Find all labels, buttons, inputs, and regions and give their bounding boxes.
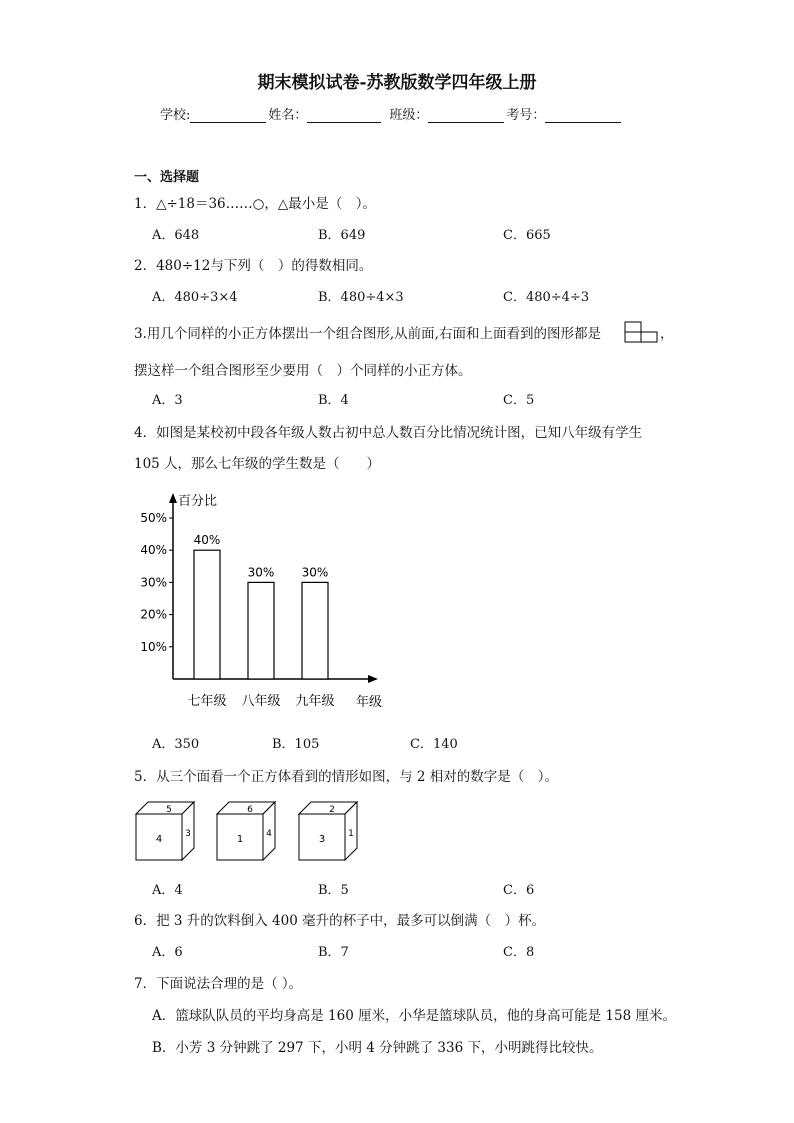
chart-y-tick-label: 10% xyxy=(140,639,167,654)
chart-bar-value-label: 30% xyxy=(301,565,329,580)
cube-1-right-number: 3 xyxy=(185,829,191,839)
question-6-option-a[interactable]: A．6 xyxy=(152,945,183,960)
chart-bar-3 xyxy=(302,582,328,679)
chart-category-label: 七年级 xyxy=(187,694,227,709)
cube-2-front-number: 1 xyxy=(236,834,244,845)
grade-percentage-bar-chart xyxy=(130,484,400,724)
question-1-option-b[interactable]: B．649 xyxy=(318,228,366,243)
cube-1-top-number: 5 xyxy=(166,805,172,815)
question-3-option-a[interactable]: A．3 xyxy=(152,393,183,408)
question-6-option-c[interactable]: C．8 xyxy=(503,945,535,960)
chart-x-axis-title: 年级 xyxy=(356,695,383,710)
chart-bar-2 xyxy=(248,582,274,679)
number-blank[interactable] xyxy=(545,108,621,123)
question-3-stem-comma: ， xyxy=(660,326,674,342)
cube-3 xyxy=(299,802,357,860)
question-4-stem-line2: 105 人，那么七年级的学生数是（ ） xyxy=(134,456,381,472)
chart-bar-value-label: 30% xyxy=(247,565,275,580)
chart-category-label: 九年级 xyxy=(295,694,335,709)
class-label: 班级： xyxy=(389,108,429,123)
school-blank[interactable] xyxy=(190,108,266,123)
chart-y-tick-label: 20% xyxy=(140,607,167,622)
chart-y-tick-label: 50% xyxy=(140,511,167,525)
question-4-stem-line1: 4．如图是某校初中段各年级人数占初中总人数百分比情况统计图，已知八年级有学生 xyxy=(134,425,643,441)
chart-y-tick-label: 30% xyxy=(140,575,167,590)
question-4-option-c[interactable]: C．140 xyxy=(410,737,458,752)
chart-y-tick-label: 40% xyxy=(140,543,167,558)
question-1-stem: 1．△÷18＝36……○，△最小是（ ）。 xyxy=(134,196,377,212)
question-5-option-a[interactable]: A．4 xyxy=(152,883,183,898)
question-4-option-b[interactable]: B．105 xyxy=(272,737,320,752)
chart-bar-value-label: 40% xyxy=(193,533,221,548)
cube-2 xyxy=(217,802,275,860)
cube-2-right-number: 4 xyxy=(266,829,272,839)
cube-3-right-number: 1 xyxy=(348,829,354,839)
class-blank[interactable] xyxy=(428,108,504,123)
question-4-option-a[interactable]: A．350 xyxy=(152,737,200,752)
question-2-option-b[interactable]: B．480÷4×3 xyxy=(318,290,404,305)
chart-y-axis-arrow xyxy=(169,493,177,503)
question-5-stem: 5．从三个面看一个正方体看到的情形如图，与 2 相对的数字是（ ）。 xyxy=(134,769,559,785)
question-7-stem: 7．下面说法合理的是（ ）。 xyxy=(134,976,303,992)
question-7-option-b[interactable]: B．小芳 3 分钟跳了 297 下，小明 4 分钟跳了 336 下，小明跳得比较快。 xyxy=(152,1040,603,1056)
cube-3-top-number: 2 xyxy=(329,805,335,815)
question-2-stem: 2．480÷12与下列（ ）的得数相同。 xyxy=(134,258,373,274)
question-7-option-a[interactable]: A．篮球队队员的平均身高是 160 厘米，小华是篮球队员，他的身高可能是 158 厘米。 xyxy=(152,1008,676,1024)
question-2-option-c[interactable]: C．480÷4÷3 xyxy=(503,290,590,305)
number-label: 考号： xyxy=(506,108,546,123)
question-3-option-c[interactable]: C．5 xyxy=(503,393,535,408)
chart-x-axis-arrow xyxy=(368,675,378,683)
name-blank[interactable] xyxy=(307,108,381,123)
cube-1-front-number: 4 xyxy=(155,834,163,845)
school-label: 学校: xyxy=(160,108,191,123)
cube-3-front-number: 3 xyxy=(318,834,326,845)
cube-views-figure xyxy=(130,798,370,862)
exam-title: 期末模拟试卷-苏教版数学四年级上册 xyxy=(257,73,537,93)
question-3-view-figure xyxy=(624,321,658,343)
section-title: 一、选择题 xyxy=(134,170,200,185)
chart-category-label: 八年级 xyxy=(241,694,281,709)
question-3-stem-line2: 摆这样一个组合图形至少要用（ ）个同样的小正方体。 xyxy=(134,363,472,379)
cube-2-top-number: 6 xyxy=(247,805,253,815)
chart-bar-1 xyxy=(194,550,220,679)
chart-y-axis-title: 百分比 xyxy=(178,494,218,509)
question-5-option-b[interactable]: B．5 xyxy=(318,883,349,898)
student-info-line xyxy=(160,104,623,123)
question-3-option-b[interactable]: B．4 xyxy=(318,393,349,408)
name-label: 姓名： xyxy=(268,108,308,123)
cube-1 xyxy=(136,802,194,860)
question-6-stem: 6．把 3 升的饮料倒入 400 毫升的杯子中，最多可以倒满（ ）杯。 xyxy=(134,913,546,929)
question-1-option-a[interactable]: A．648 xyxy=(152,228,200,243)
question-3-stem-line1: 3.用几个同样的小正方体摆出一个组合图形,从前面,右面和上面看到的图形都是 xyxy=(134,326,601,342)
question-2-option-a[interactable]: A．480÷3×4 xyxy=(152,290,238,305)
question-1-option-c[interactable]: C．665 xyxy=(503,228,551,243)
question-6-option-b[interactable]: B．7 xyxy=(318,945,349,960)
question-5-option-c[interactable]: C．6 xyxy=(503,883,535,898)
